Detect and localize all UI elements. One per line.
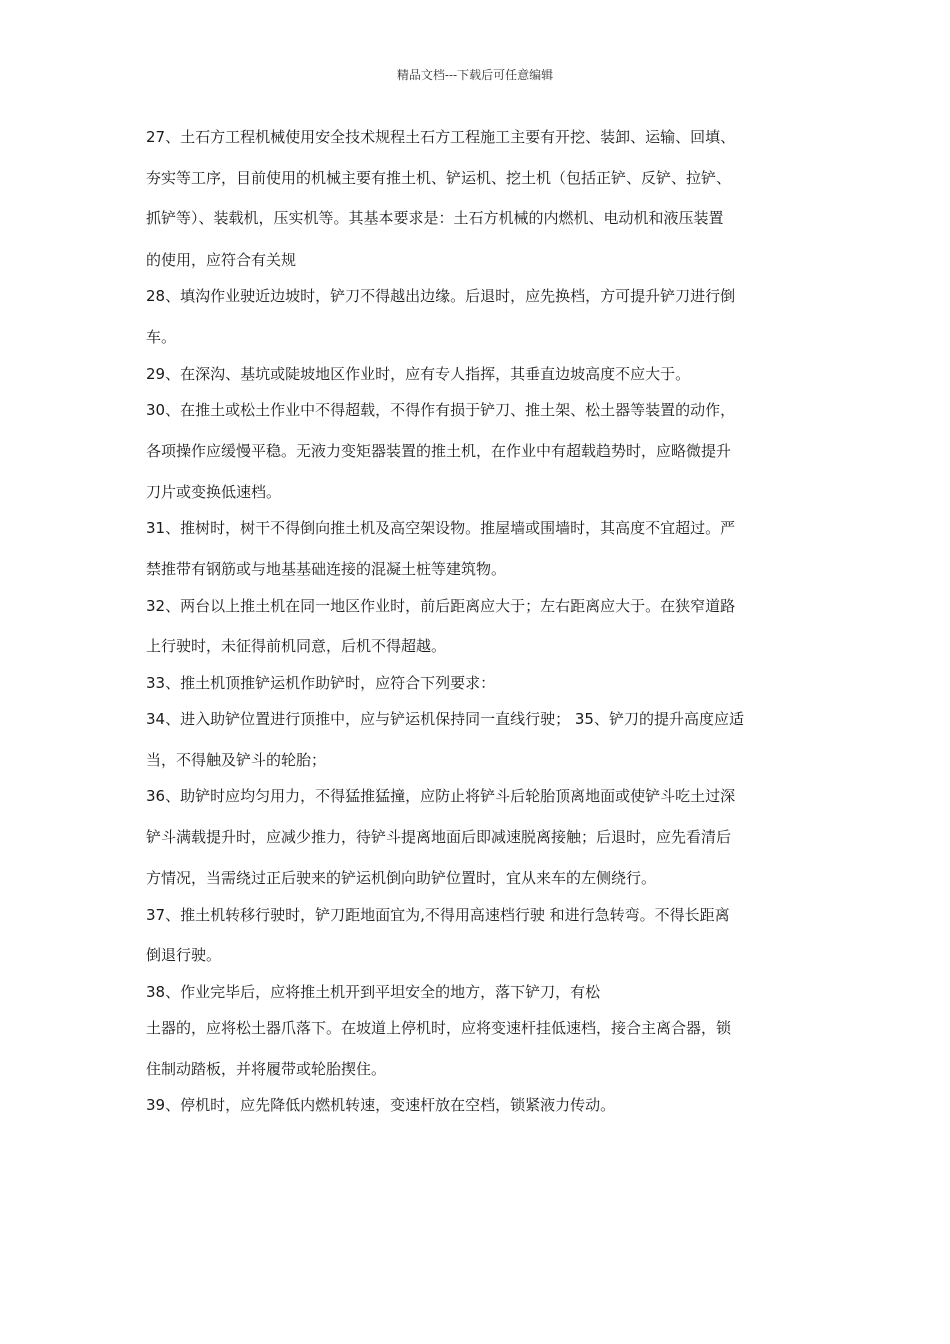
text-line: 各项操作应缓慢平稳。无液力变矩器装置的推土机，在作业中有超载趋势时，应略微提升 — [146, 442, 732, 460]
text-line: 刀片或变换低速档。 — [146, 483, 282, 501]
text-line: 27、土石方工程机械使用安全技术规程土石方工程施工主要有开挖、装卸、运输、回填、 — [146, 128, 736, 146]
text-line: 31、推树时，树干不得倒向推土机及高空架设物。推屋墙或围墙时，其高度不宜超过。严 — [146, 519, 736, 537]
text-line: 上行驶时，未征得前机同意，后机不得超越。 — [146, 637, 447, 655]
page-header: 精品文档---下载后可任意编辑 — [396, 68, 554, 82]
text-line: 36、助铲时应均匀用力，不得猛推猛撞，应防止将铲斗后轮胎顶离地面或使铲斗吃土过深 — [146, 787, 736, 805]
text-line: 30、在推土或松土作业中不得超载，不得作有损于铲刀、推土架、松土器等装置的动作， — [146, 401, 736, 419]
text-line: 37、推土机转移行驶时，铲刀距地面宜为,不得用高速档行驶 和进行急转弯。不得长距离 — [146, 906, 730, 924]
text-line: 38、作业完毕后，应将推土机开到平坦安全的地方，落下铲刀，有松 — [146, 983, 601, 1001]
text-line: 39、停机时，应先降低内燃机转速，变速杆放在空档，锁紧液力传动。 — [146, 1096, 616, 1114]
text-line: 33、推土机顶推铲运机作助铲时，应符合下列要求： — [146, 674, 496, 692]
text-line: 土器的，应将松土器爪落下。在坡道上停机时，应将变速杆挂低速档，接合主离合器，锁 — [146, 1019, 732, 1037]
text-line: 倒退行驶。 — [146, 946, 222, 964]
text-line: 禁推带有钢筋或与地基基础连接的混凝土桩等建筑物。 — [146, 560, 507, 578]
text-line: 方情况，当需绕过正后驶来的铲运机倒向助铲位置时，宜从来车的左侧绕行。 — [146, 869, 657, 887]
text-line: 29、在深沟、基坑或陡坡地区作业时，应有专人指挥，其垂直边坡高度不应大于。 — [146, 365, 691, 383]
text-line: 车。 — [146, 328, 177, 346]
text-line: 28、填沟作业驶近边坡时，铲刀不得越出边缘。后退时，应先换档，方可提升铲刀进行倒 — [146, 287, 736, 305]
text-line: 夯实等工序，目前使用的机械主要有推土机、铲运机、挖土机（包括正铲、反铲、拉铲、 — [146, 169, 732, 187]
text-line: 住制动踏板，并将履带或轮胎揳住。 — [146, 1060, 387, 1078]
text-line: 抓铲等）、装载机，压实机等。其基本要求是：土石方机械的内燃机、电动机和液压装置 — [146, 209, 724, 227]
text-line: 的使用，应符合有关规 — [146, 251, 297, 269]
text-line: 当，不得触及铲斗的轮胎； — [146, 751, 327, 769]
text-line: 铲斗满载提升时，应减少推力，待铲斗提离地面后即减速脱离接触；后退时，应先看清后 — [146, 828, 732, 846]
text-line: 34、进入助铲位置进行顶推中，应与铲运机保持同一直线行驶； 35、铲刀的提升高度应适 — [146, 710, 744, 728]
text-line: 32、两台以上推土机在同一地区作业时，前后距离应大于；左右距离应大于。在狭窄道路 — [146, 597, 736, 615]
